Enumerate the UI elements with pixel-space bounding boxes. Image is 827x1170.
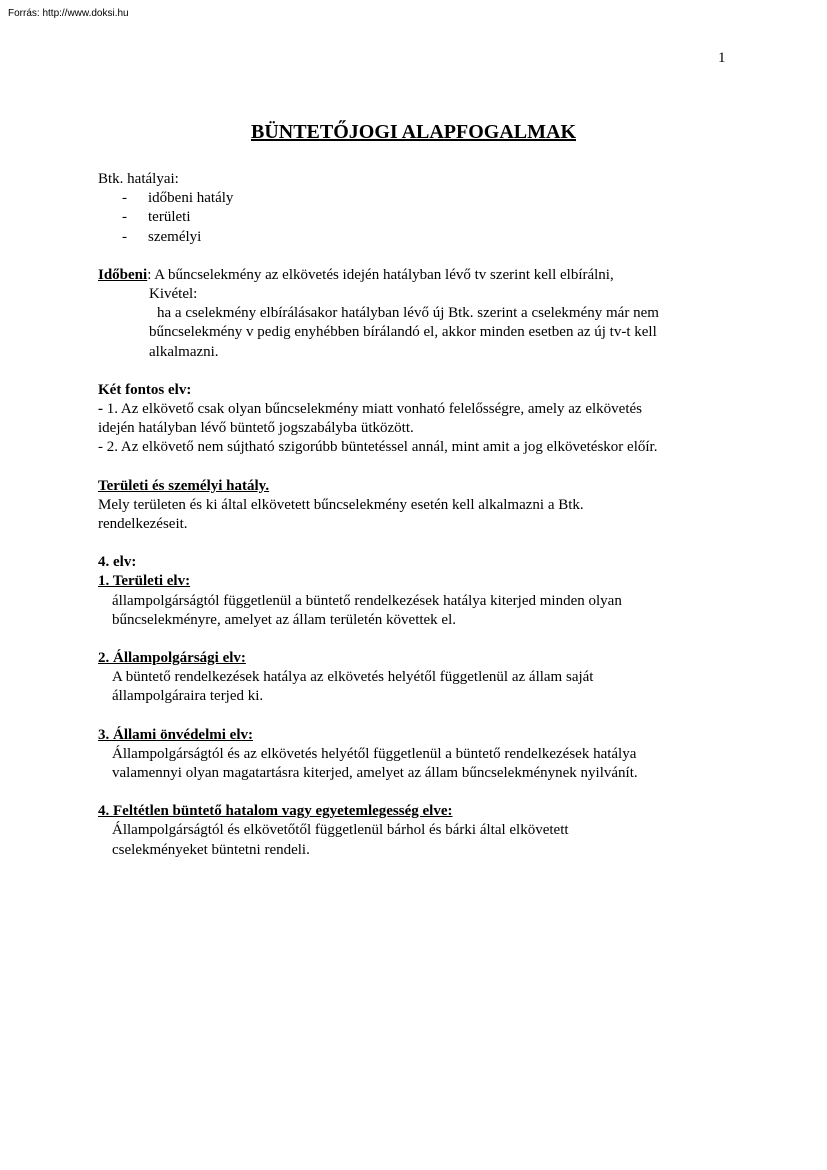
list-item: - területi xyxy=(122,209,191,226)
principle-2: - 2. Az elkövető nem sújtható szigorúbb büntetéssel annál, mint amit a jog elkövetéskor előír. xyxy=(98,439,658,456)
elv-heading: 3. Állami önvédelmi elv: xyxy=(98,726,253,743)
elv-text: Állampolgárságtól és elkövetőtől függetlenül bárhol és bárki által elkövetett xyxy=(112,822,569,839)
page-number: 1 xyxy=(718,50,726,66)
exception-label: Kivétel: xyxy=(149,286,198,303)
idobeni-label: Időbeni xyxy=(98,266,148,283)
teruleti-szemelyi-text: rendelkezéseit. xyxy=(98,516,188,533)
document-body xyxy=(98,170,738,860)
principle-dash: - xyxy=(98,401,103,418)
idobeni-text: : A bűncselekmény az elkövetés idején hatályban lévő tv szerint kell elbírálni, xyxy=(147,266,614,283)
source-label: Forrás: http://www.doksi.hu xyxy=(8,8,129,19)
elv-text: állampolgáraira terjed ki. xyxy=(112,688,264,705)
elv-heading: 1. Területi elv: xyxy=(98,573,191,590)
list-item-text: időbeni hatály xyxy=(148,190,234,207)
btk-heading: Btk. hatályai: xyxy=(98,171,179,187)
elv-heading: 4. Feltétlen büntető hatalom vagy egyetemlegesség elve: xyxy=(98,803,453,820)
principle-1-cont: idején hatályban lévő büntető jogszabályba ütközött. xyxy=(98,420,414,437)
page-title: BÜNTETŐJOGI ALAPFOGALMAK xyxy=(250,121,577,143)
ket-elv-heading: Két fontos elv: xyxy=(98,381,192,398)
elv-text: cselekményeket büntetni rendeli. xyxy=(112,841,310,858)
list-item: - személyi xyxy=(122,228,202,245)
elv-text: valamennyi olyan magatartásra kiterjed, amelyet az állam bűncselekménynek nyilvánít. xyxy=(112,765,638,782)
exception-line: alkalmazni. xyxy=(149,343,219,360)
elv-text: állampolgárságtól függetlenül a büntető rendelkezések hatálya kiterjed minden olyan xyxy=(112,592,622,609)
teruleti-szemelyi-text: Mely területen és ki által elkövetett bűncselekmény esetén kell alkalmazni a Btk. xyxy=(98,496,584,513)
elvek-heading: 4. elv: xyxy=(98,554,137,571)
elv-heading: 2. Állampolgársági elv: xyxy=(98,650,246,667)
exception-line: bűncselekmény v pedig enyhébben bírálandó el, akkor minden esetben az új tv-t kell xyxy=(149,324,657,341)
list-item: - időbeni hatály xyxy=(122,190,234,207)
elv-text: A büntető rendelkezések hatálya az elkövetés helyétől függetlenül az állam saját xyxy=(112,669,594,686)
idobeni-paragraph xyxy=(98,266,738,285)
elv-text: bűncselekményre, amelyet az állam területén követtek el. xyxy=(112,611,457,628)
principle-1-text: 1. Az elkövető csak olyan bűncselekmény miatt vonható felelősségre, amely az elkövetés xyxy=(103,401,642,418)
list-item-text: személyi xyxy=(148,228,202,245)
list-item-text: területi xyxy=(148,209,191,226)
principle-1 xyxy=(98,400,738,419)
exception-line: ha a cselekmény elbírálásakor hatályban lévő új Btk. szerint a cselekmény már nem xyxy=(157,305,659,322)
teruleti-szemelyi-heading: Területi és személyi hatály. xyxy=(98,477,270,494)
elv-text: Állampolgárságtól és az elkövetés helyétől függetlenül a büntető rendelkezések hatálya xyxy=(112,745,637,762)
